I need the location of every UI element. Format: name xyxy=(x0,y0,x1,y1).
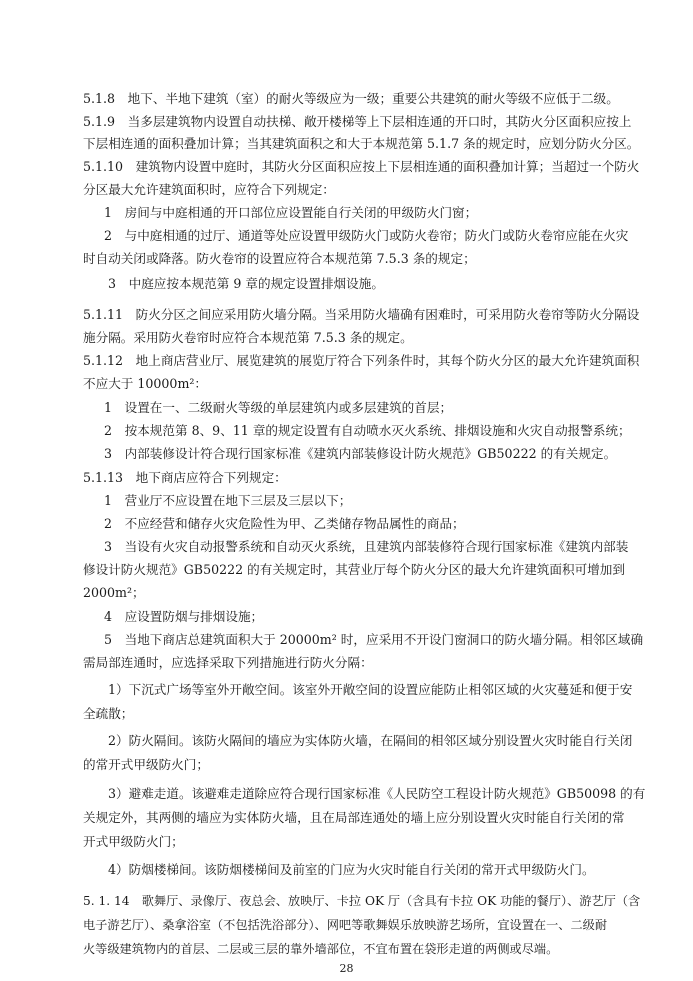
text-line: 2000m²； xyxy=(83,585,145,600)
text-line: 电子游艺厅）、桑拿浴室（不包括洗浴部分）、网吧等歌舞娱乐放映游艺场所，宜设置在一、二级耐 xyxy=(83,918,608,932)
text-line: 需局部连通时，应选择采取下列措施进行防火分隔： xyxy=(83,655,373,670)
text-line: 的常开式甲级防火门； xyxy=(83,757,209,772)
text-line: 施分隔。采用防火卷帘时应符合本规范第 7.5.3 条的规定。 xyxy=(83,330,413,345)
text-line: 开式甲级防火门； xyxy=(83,834,184,849)
text-line: 1 设置在一、二级耐火等级的单层建筑内或多层建筑的首层； xyxy=(104,400,453,415)
text-line: 4 应设置防烟与排烟设施； xyxy=(104,609,264,624)
text-line: 2）防火隔间。该防火隔间的墙应为实体防火墙，在隔间的相邻区域分别设置火灾时能自行关闭 xyxy=(108,733,633,748)
text-line: 下层相连通的面积叠加计算；当其建筑面积之和大于本规范第 5.1.7 条的规定时，应划分防火分区。 xyxy=(83,136,640,151)
text-line: 3 当设有火灾自动报警系统和自动灭火系统，且建筑内部装修符合现行国家标准《建筑内部装 xyxy=(104,539,629,554)
text-line: 3 内部装修设计符合现行国家标准《建筑内部装修设计防火规范》GB50222 的有关规定。 xyxy=(104,446,617,461)
text-line: 修设计防火规范》GB50222 的有关规定时，其营业厅每个防火分区的最大允许建筑面积可增加到 xyxy=(83,562,625,577)
text-line: 全疏散； xyxy=(83,706,134,721)
page-number: 28 xyxy=(339,962,354,975)
text-line: 2 按本规范第 8、9、11 章的规定设置有自动喷水灭火系统、排烟设施和火灾自动报警系统； xyxy=(104,423,631,438)
text-line: 时自动关闭或降落。防火卷帘的设置应符合本规范第 7.5.3 条的规定； xyxy=(83,251,476,266)
text-line: 3 中庭应按本规范第 9 章的规定设置排烟设施。 xyxy=(108,276,384,291)
text-line: 5.1.12 地上商店营业厅、展览建筑的展览厅符合下列条件时，其每个防火分区的最大允许建筑面积 xyxy=(83,353,640,368)
text-line: 不应大于 10000m²： xyxy=(83,376,208,391)
text-line: 5 当地下商店总建筑面积大于 20000m² 时，应采用不开设门窗洞口的防火墙分隔。相邻区域确 xyxy=(104,632,644,647)
text-line: 5.1.11 防火分区之间应采用防火墙分隔。当采用防火墙确有困难时，可采用防火卷帘等防火分隔设 xyxy=(83,307,640,322)
text-line: 3）避难走道。该避难走道除应符合现行国家标准《人民防空工程设计防火规范》GB50098 的有 xyxy=(108,786,646,801)
text-line: 2 不应经营和储存火灾危险性为甲、乙类储存物品属性的商品； xyxy=(104,516,465,531)
text-line: 1 营业厅不应设置在地下三层及三层以下； xyxy=(104,493,352,508)
text-line: 4）防烟楼梯间。该防烟楼梯间及前室的门应为火灾时能自行关闭的常开式甲级防火门。 xyxy=(108,862,595,877)
text-line: 1 房间与中庭相通的开口部位应设置能自行关闭的甲级防火门窗； xyxy=(104,205,478,220)
text-line: 火等级建筑物内的首层、二层或三层的靠外墙部位，不宜布置在袋形走道的两侧或尽端。 xyxy=(83,942,559,956)
text-line: 关规定外，其两侧的墙应为实体防火墙，且在局部连通处的墙上应分别设置火灾时能自行关闭的常 xyxy=(83,810,625,825)
text-line: 5.1.8 地下、半地下建筑（室）的耐火等级应为一级；重要公共建筑的耐火等级不应低于二级。 xyxy=(83,91,619,106)
text-line: 2 与中庭相通的过厅、通道等处应设置甲级防火门或防火卷帘；防火门或防火卷帘应能在火灾 xyxy=(104,228,629,243)
text-line: 5.1.13 地下商店应符合下列规定： xyxy=(83,470,287,485)
text-line: 5.1.10 建筑物内设置中庭时，其防火分区面积应按上下层相连通的面积叠加计算；当超过一个防火 xyxy=(83,159,640,174)
text-line: 1）下沉式广场等室外开敞空间。该室外开敞空间的设置应能防止相邻区域的火灾蔓延和便于安 xyxy=(108,682,633,697)
text-line: 分区最大允许建筑面积时，应符合下列规定： xyxy=(83,182,335,197)
text-line: 5. 1. 14 歌舞厅、录像厅、夜总会、放映厅、卡拉 OK 厅（含具有卡拉 OK 功能的餐厅）、游艺厅（含 xyxy=(83,894,641,908)
text-line: 5.1.9 当多层建筑物内设置自动扶梯、敞开楼梯等上下层相连通的开口时，其防火分区面积应按上 xyxy=(83,114,632,129)
